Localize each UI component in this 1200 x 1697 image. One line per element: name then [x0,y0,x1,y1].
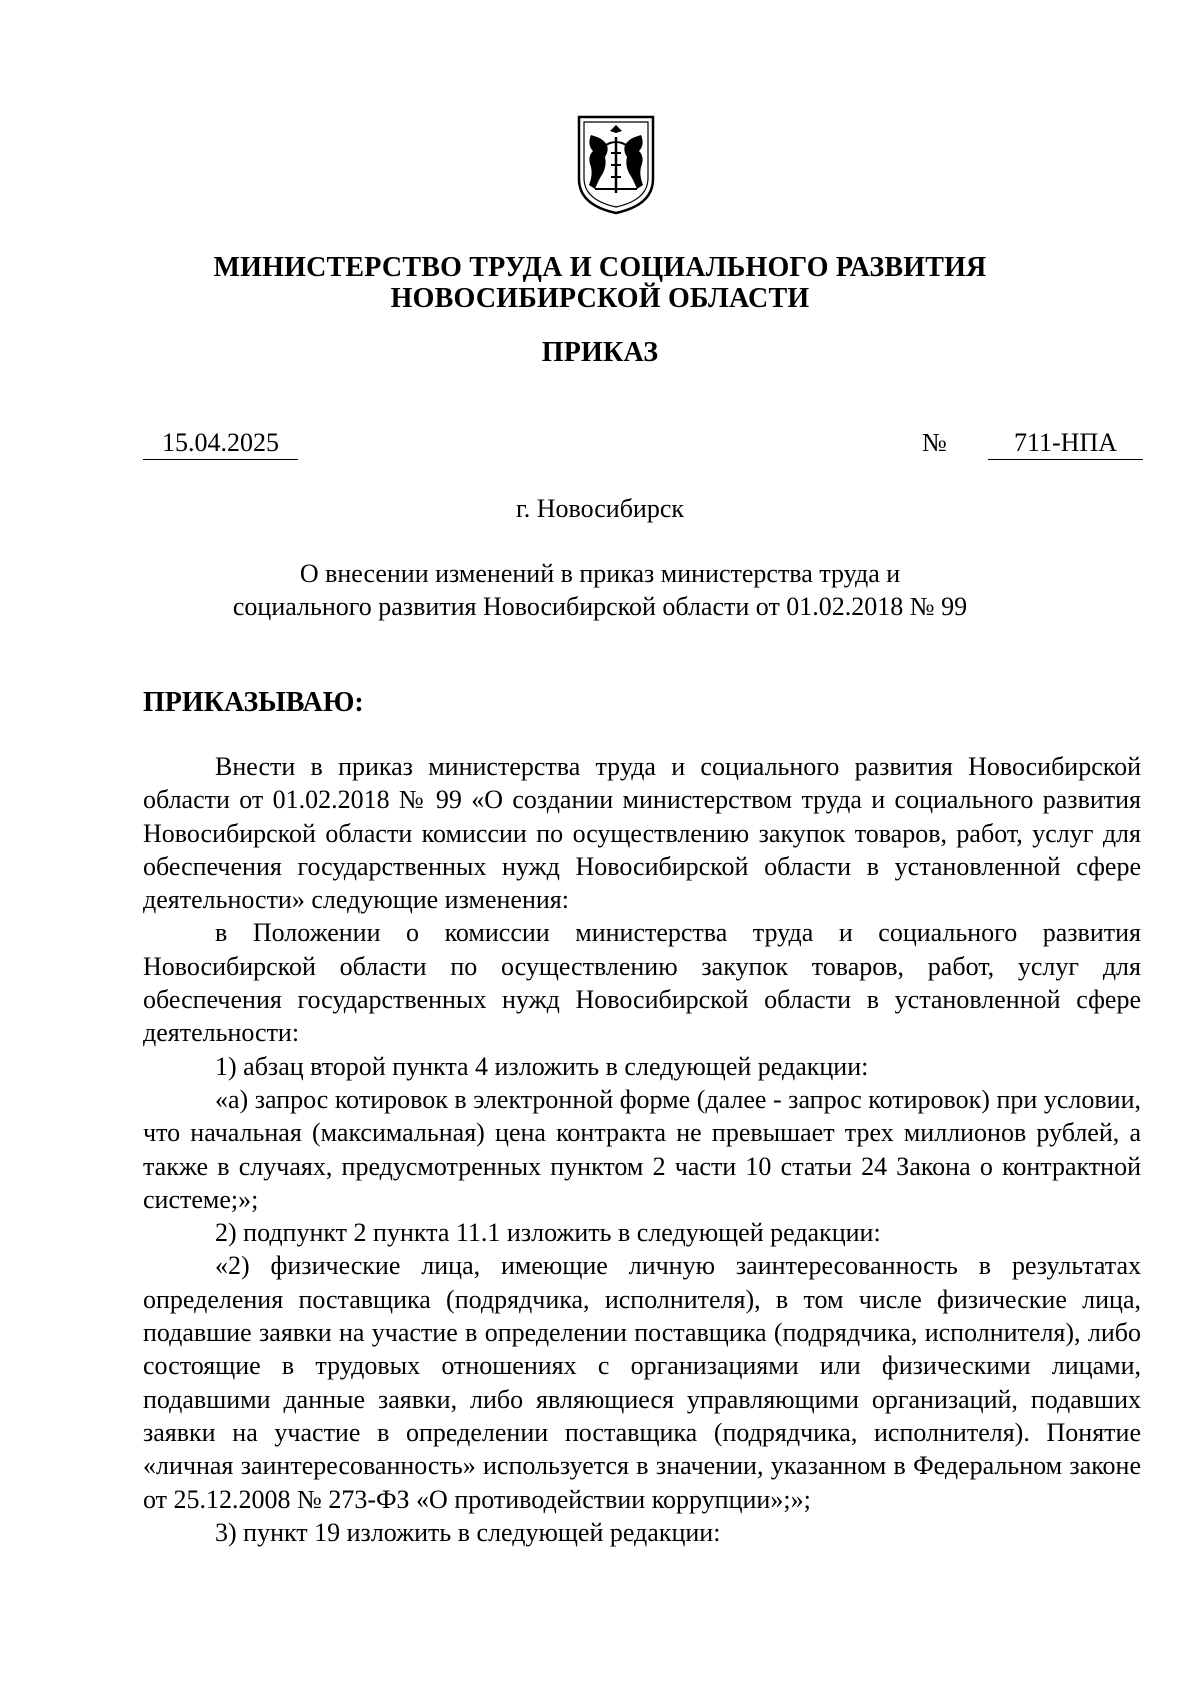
number-sign: № [922,428,947,457]
body-paragraph: «2) физические лица, имеющие личную заинтересованность в результатах определения поставщика (подрядчика, исполнителя), в том числе физические лица, подавшие заявки на участие в определении поставщика (подрядчика, исполнителя), либо состоящие в трудовых отношениях с организациями или физическими лицами, подавшими данные заявки, либо являющиеся управляющими организаций, подавших заявки на участие в определении поставщика (подрядчика, исполнителя). Понятие «личная заинтересованность» используется в значении, указанном в Федеральном законе от 25.12.2008 № 273-ФЗ «О противодействии коррупции»;»; [143,1251,1141,1514]
body-paragraph: в Положении о комиссии министерства труда и социального развития Новосибирской области по осуществлению закупок товаров, работ, услуг для обеспечения государственных нужд Новосибирской области в установленной сфере деятельности: [143,918,1141,1048]
body-paragraph: 3) пункт 19 изложить в следующей редакции: [215,1517,721,1547]
document-type: ПРИКАЗ [541,337,659,368]
coat-of-arms-icon [573,113,659,217]
body-paragraph: «а) запрос котировок в электронной форме (далее - запрос котировок) при условии, что начальная (максимальная) цена контракта не превышает трех миллионов рублей, а также в случаях, предусмотренных пунктом 2 части 10 статьи 24 Закона о контрактной системе;»; [143,1084,1141,1214]
order-date: 15.04.2025 [143,428,298,460]
body-paragraph: 2) подпункт 2 пункта 11.1 изложить в следующей редакции: [215,1218,881,1248]
ministry-name-line1: МИНИСТЕРСТВО ТРУДА И СОЦИАЛЬНОГО РАЗВИТИЯ [213,252,987,283]
order-number: 711-НПА [988,428,1143,460]
city-name: г. Новосибирск [515,494,685,523]
order-directive-heading: ПРИКАЗЫВАЮ: [143,687,364,718]
ministry-name-line2: НОВОСИБИРСКОЙ ОБЛАСТИ [390,283,810,314]
subject-line2: социального развития Новосибирской области от 01.02.2018 № 99 [232,592,968,621]
subject-line1: О внесении изменений в приказ министерства труда и [299,559,901,588]
body-paragraph: 1) абзац второй пункта 4 изложить в следующей редакции: [215,1051,869,1081]
body-paragraph: Внести в приказ министерства труда и социального развития Новосибирской области от 01.02.2018 № 99 «О создании министерством труда и социального развития Новосибирской области комиссии по осуществлению закупок товаров, работ, услуг для обеспечения государственных нужд Новосибирской области в установленной сфере деятельности» следующие изменения: [143,752,1141,915]
order-body [143,750,1141,1549]
